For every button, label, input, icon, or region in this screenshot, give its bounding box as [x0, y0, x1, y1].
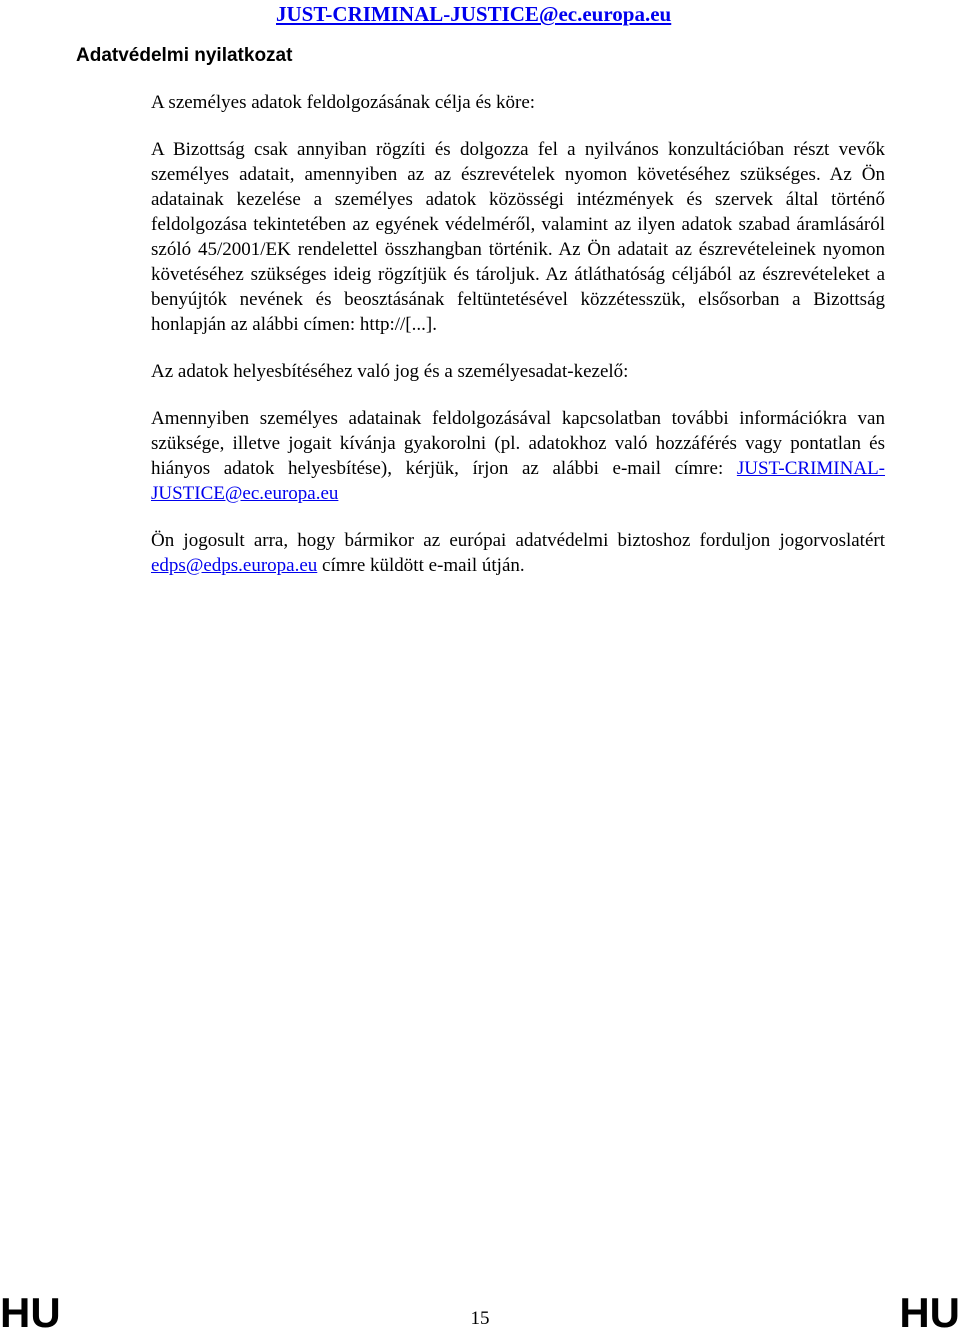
header-email-link[interactable]: JUST-CRIMINAL-JUSTICE@ec.europa.eu — [276, 2, 672, 26]
document-body — [151, 90, 885, 600]
footer-language-left: HU — [0, 1289, 61, 1336]
footer-language-right: HU — [899, 1289, 960, 1336]
page-number: 15 — [470, 1308, 490, 1329]
paragraph-edps-text-after: címre küldött e-mail útján. — [317, 555, 525, 576]
section-heading-rights: Az adatok helyesbítéséhez való jog és a személyesadat-kezelő: — [151, 361, 629, 382]
paragraph-edps-text-before: Ön jogosult arra, hogy bármikor az európai adatvédelmi biztoshoz forduljon jogorvoslatért — [151, 530, 885, 551]
paragraph-purpose: A Bizottság csak annyiban rögzíti és dolgozza fel a nyilvános konzultációban részt vevők személyes adatait, amennyiben az az észrevételek nyomon követéséhez szükséges. Az Ön adatainak kezelése a személyes adatok közösségi intézmények és szervek által történő feldolgozása tekintetében az egyének védelméről, valamint az ilyen adatok szabad áramlásáról szóló 45/2001/EK rendelettel összhangban történik. Az Ön adatait az észrevételeinek nyomon követéséhez szükséges ideig rögzítjük és tároljuk. Az átláthatóság céljából az észrevételeket a benyújtók nevének és beosztásának feltüntetésével közzétesszük, elsősorban a Bizottság honlapján az alábbi címen: http://[...]. — [151, 139, 885, 335]
section-heading-purpose: A személyes adatok feldolgozásának célja és köre: — [151, 92, 536, 113]
edps-email-link[interactable]: edps@edps.europa.eu — [151, 555, 318, 576]
page-title: Adatvédelmi nyilatkozat — [76, 45, 293, 66]
paragraph-rights-text: Amennyiben személyes adatainak feldolgozásával kapcsolatban további információkra van szüksége, illetve jogait kívánja gyakorolni (pl. adatokhoz való hozzáférés vagy pontatlan és hiányos adatok helyesbítése), kérjük, írjon az alábbi e-mail címre: — [151, 408, 885, 479]
contact-email-link[interactable]: JUST-CRIMINAL-JUSTICE@ec.europa.eu — [151, 458, 885, 504]
paragraph-edps — [151, 528, 885, 578]
paragraph-rights — [151, 406, 885, 506]
header-email — [276, 2, 671, 27]
